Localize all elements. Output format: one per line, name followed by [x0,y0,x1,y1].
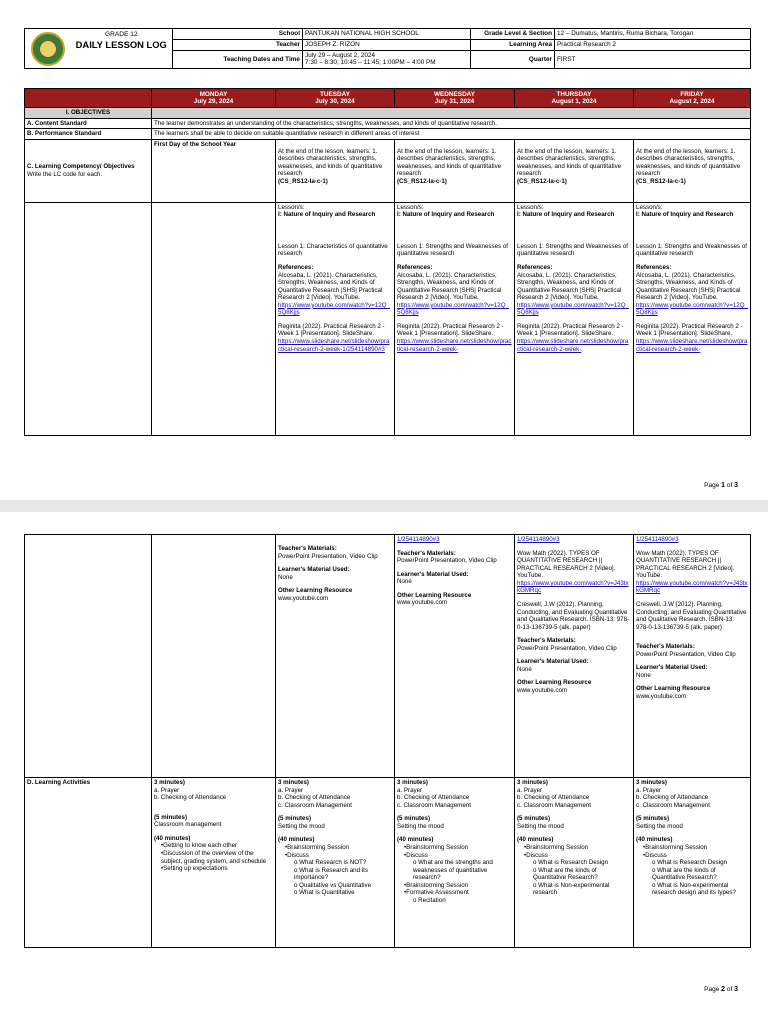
lesson-title: I: Nature of Inquiry and Research [517,211,615,219]
activity-item: a. Prayer [397,786,423,794]
sub-item: o What is Research and its importance? [294,867,392,882]
lc-code: (CS_RS12-Ia-c-1) [517,177,567,185]
page-prefix: Page [704,986,722,993]
other-resource-label: Other Learning Resource [397,591,472,599]
other-resource-label: Other Learning Resource [278,587,353,595]
document-title: DAILY LESSON LOG [75,39,167,51]
teacher-materials: PowerPoint Presentation, Video Clip [636,650,736,658]
list-item: • Brainstorming Session [643,844,748,852]
page-gap [0,500,768,512]
list-item: • Brainstorming Session [285,844,392,852]
teacher-materials-label: Teacher's Materials: [636,643,695,651]
sub-item: o What is Quantitative [294,889,392,897]
sub-list [533,859,631,897]
time-label: (5 minutes) [397,815,431,823]
list-item: • Getting to know each other [161,842,273,850]
learner-materials-label: Learner's Material Used: [636,664,708,672]
lesson-tuesday [276,202,395,435]
day-date: July 30, 2024 [315,98,355,105]
page-current: 1 [721,482,726,489]
competency-sub: Write the LC code for each. [27,170,103,178]
day-name: FRIDAY [680,90,704,98]
content-standard-label: A. Content Standard [25,118,152,129]
page-prefix: Page [704,482,722,489]
day-name: TUESDAY [320,90,350,98]
sub-item: o What are the kinds of Quantitative Research? [533,867,631,882]
list-item: • Brainstorming Session [404,844,512,852]
sub-item: o What is Non-experimental research design and its types? [652,882,748,897]
learner-materials: None [517,665,532,673]
activity-item: c. Classroom Management [278,801,352,809]
activity-item: Setting the mood [278,822,325,830]
other-resource: www.youtube.com [397,599,448,607]
reference-text: Alcosaba, L. (2021). Characteristics, Strengths, Weakness, and Kinds of Quantitative Research |SHS| Practical Research 2 [Video]. YouTube. [636,271,741,302]
teacher-materials-label: Teacher's Materials: [397,549,456,557]
reference-link[interactable]: https://www.youtube.com/watch?v=J43txkGMRqc [517,579,629,595]
activity-item: Classroom management [154,821,222,829]
materials-friday [634,535,751,778]
lesson-name: Lesson 1: Characteristics of quantitative research [278,242,388,258]
page-2 [0,512,768,1024]
other-resource: www.youtube.com [636,693,687,700]
reference-text: Reginita (2022). Practical Research 2 - Week 1 [Presentation]. SlideShare. [397,322,504,338]
day-date: August 2, 2024 [669,98,715,105]
lc-text: At the end of the lesson, learners: 1. describes characteristics, strengths, weaknesses, and kinds of quantitative research [397,147,502,178]
dates-text: July 29 – August 2, 2024 [305,51,375,59]
reference-text: Reginita (2022). Practical Research 2 - Week 1 [Presentation]. SlideShare. [278,322,385,338]
lesson-label: Lesson/s: [397,203,424,211]
sub-list [294,859,392,897]
time-label: (40 minutes) [278,836,315,844]
reference-text: Creswell, J.W (2012). Planning, Conducting, and Evaluating Quantitative and Qualitative Research. ISBN-13: 978-0-13-136739-5 (alk. paper) [636,600,747,631]
reference-link[interactable]: https://www.youtube.com/watch?v=12Q_5Q8Kjjs [397,301,509,317]
activities-friday [634,778,751,948]
time-label: 3 minutes) [636,779,667,786]
activity-list [643,844,748,897]
competency-label: C. Learning Competency/ Objectives [27,163,135,171]
activity-list [161,842,273,872]
learner-materials: None [397,578,412,586]
time-label: (5 minutes) [278,815,312,823]
list-item-text: Discuss [287,851,309,859]
teacher-materials: PowerPoint Presentation, Video Clip [517,644,617,652]
activity-item: b. Checking of Attendance [154,794,227,802]
activity-item: a. Prayer [636,786,662,794]
day-date: July 29, 2024 [193,98,234,105]
teacher-materials-label: Teacher's Materials: [278,545,337,552]
list-item: • Brainstorming Session [524,844,631,852]
reference-link[interactable]: https://www.slideshare.net/slideshow/practical-research-2-week- [517,338,629,353]
lc-code: (CS_RS12-Ia-c-1) [397,177,447,185]
lc-tuesday [276,139,395,202]
page-1 [0,0,768,500]
activity-item: b. Checking of Attendance [636,794,709,802]
reference-link[interactable]: 1/254114890#3 [636,536,679,543]
sub-item: o What are the strengths and weaknesses of quantitative research? [413,859,512,882]
content-standard-text: The learner demonstrates an understanding of the characteristics, strengths, weaknesses, and kinds of quantitative research. [152,118,751,129]
sub-item: o What are the kinds of Quantitative Research? [652,867,748,882]
lesson-wednesday [395,202,515,435]
reference-link[interactable]: https://www.youtube.com/watch?v=J43txkGMRqc [636,579,748,595]
time-label: (5 minutes) [636,815,670,823]
list-item: • Setting up expectations [161,865,273,873]
times-text: 7:30 – 8:30; 10:45 – 11:45; 1:00PM – 4:00 PM [305,59,436,67]
school-value: PANTUKAN NATIONAL HIGH SCHOOL [303,29,471,40]
lesson-name: Lesson 1: Strengths and Weaknesses of quantitative research [397,242,508,258]
grade-level-label: Grade Level & Section [471,29,555,40]
quarter-value: FIRST [555,50,751,69]
references-label: References: [278,263,314,271]
materials-tuesday [276,535,395,778]
teacher-materials: PowerPoint Presentation, Video Clip [397,557,497,565]
teacher-value: JOSEPH Z. RIZON [303,39,471,50]
list-item-text: Discuss [526,851,548,859]
time-label: (5 minutes) [154,813,188,821]
activity-item: Setting the mood [636,822,683,830]
lesson-table-p2 [24,534,751,948]
lc-text: At the end of the lesson, learners: 1. describes characteristics, strengths, weaknesses, and kinds of quantitative research [278,147,383,178]
page-total: 3 [734,986,738,993]
day-date: August 1, 2024 [551,98,597,105]
reference-text: Wow Math (2022). TYPES OF QUANTITATIVE RESEARCH || PRACTICAL RESEARCH 2 [Video]. YouTube. [517,549,616,580]
reference-text: Alcosaba, L. (2021). Characteristics, Strengths, Weakness, and Kinds of Quantitative Research |SHS| Practical Research 2 [Video]. YouTube. [517,271,622,302]
lesson-label: Lesson/s: [278,203,305,211]
activities-tuesday [276,778,395,948]
activity-item: b. Checking of Attendance [278,794,351,802]
dates-label: Teaching Dates and Time [173,50,303,69]
activity-list [524,844,631,897]
lc-code: (CS_RS12-Ia-c-1) [278,177,328,185]
lesson-title: I: Nature of Inquiry and Research [278,211,376,219]
lc-wednesday [395,139,515,202]
sub-item: o Recitation [413,897,512,905]
time-label: (40 minutes) [154,834,191,842]
activities-monday [152,778,276,948]
reference-link[interactable]: https://www.slideshare.net/slideshow/practical-research-2-week- [397,338,512,353]
materials-thursday [515,535,634,778]
lesson-friday [634,202,751,435]
activity-item: c. Classroom Management [636,801,710,809]
lc-text: At the end of the lesson, learners: 1. describes characteristics, strengths, weaknesses, and kinds of quantitative research [636,147,741,178]
references-label: References: [397,263,433,271]
activity-item: c. Classroom Management [397,801,471,809]
page-number [704,482,738,489]
list-item [524,852,631,897]
list-item [643,852,748,897]
activity-item: c. Classroom Management [517,801,591,809]
list-item-text: Formative Assessment [406,889,469,897]
page-of: of [725,482,735,489]
activity-list [404,844,512,905]
day-header-monday [152,89,276,108]
other-resource-label: Other Learning Resource [636,685,711,693]
sub-item: o What Research is NOT? [294,859,392,867]
other-resource-label: Other Learning Resource [517,679,592,687]
sub-item: o What is Research Design [533,859,631,867]
time-label: 3 minutes) [517,779,548,786]
grade-level-value: 12 – Dumatus, Mantiris, Ruma Bichara, Torogan [555,29,751,40]
day-header-friday [634,89,751,108]
competency-label-cell [25,139,152,202]
lesson-table-p1 [24,88,751,436]
performance-standard-text: The learners shall be able to decide on suitable quantitative research in different areas of interest [152,129,751,140]
learner-materials-label: Learner's Material Used: [278,566,350,574]
reference-text: Alcosaba, L. (2021). Characteristics, Strengths, Weakness, and Kinds of Quantitative Research |SHS| Practical Research 2 [Video]. YouTube. [397,271,502,302]
lesson-label: Lesson/s: [517,203,544,211]
time-label: 3 minutes) [397,779,428,786]
teacher-materials-label: Teacher's Materials: [517,637,576,645]
reference-link[interactable]: 1/254114890#3 [397,536,440,543]
lc-thursday [515,139,634,202]
learner-materials: None [278,573,293,581]
day-name: MONDAY [199,90,228,98]
reference-text: Alcosaba, L. (2021). Characteristics, Strengths, Weakness, and Kinds of Quantitative Research |SHS| Practical Research 2 [Video]. YouTube. [278,271,383,302]
list-item [404,889,512,904]
learner-materials-label: Learner's Material Used: [397,570,469,578]
learning-area-label: Learning Area [471,39,555,50]
reference-link[interactable]: https://www.slideshare.net/slideshow/practical-research-2-week-1/254114890#3 [278,338,390,353]
first-day-text: First Day of the School Year [152,139,276,202]
grade-label: GRADE 12 [104,31,138,38]
day-name: THURSDAY [556,90,592,98]
learning-area-value: Practical Research 2 [555,39,751,50]
reference-text: Reginita (2022). Practical Research 2 - Week 1 [Presentation]. SlideShare. [517,322,624,338]
list-item-text: Discuss [406,851,428,859]
header-table [24,28,751,69]
lesson-title: I: Nature of Inquiry and Research [397,211,495,219]
learner-materials-label: Learner's Material Used: [517,658,589,666]
activity-item: Setting the mood [397,822,444,830]
other-resource: www.youtube.com [517,687,568,694]
list-item-text: Discuss [645,851,667,859]
teacher-materials: PowerPoint Presentation, Video Clip [278,552,378,560]
references-label: References: [517,263,553,271]
activities-thursday [515,778,634,948]
sub-list [652,859,748,897]
list-item: • Brainstorming Session [404,882,512,890]
reference-link[interactable]: https://www.youtube.com/watch?v=12Q_5Q8Kjjs [278,301,390,317]
page-current: 2 [721,986,726,993]
sub-list [413,859,512,882]
time-label: (40 minutes) [636,836,673,844]
lesson-title: I: Nature of Inquiry and Research [636,211,734,219]
sub-item: o Qualitative vs Quantitative [294,882,392,890]
page-of: of [725,986,735,993]
reference-link[interactable]: 1/254114890#3 [517,536,560,543]
lc-text: At the end of the lesson, learners: 1. describes characteristics, strengths, weaknesses, and kinds of quantitative research [517,147,622,178]
day-header-wednesday [395,89,515,108]
school-label: School [173,29,303,40]
activity-item: Setting the mood [517,822,564,830]
activity-item: a. Prayer [278,786,304,794]
other-resource: www.youtube.com [278,594,329,602]
reference-link[interactable]: https://www.slideshare.net/slideshow/practical-research-2-week- [636,338,748,353]
school-logo [31,32,65,66]
dates-value [303,50,471,69]
time-label: (40 minutes) [517,836,554,844]
day-date: July 31, 2024 [434,98,475,105]
activity-item: b. Checking of Attendance [517,794,590,802]
time-label: 3 minutes) [154,779,185,786]
reference-link[interactable]: https://www.youtube.com/watch?v=12Q_5Q8Kjjs [517,301,629,317]
lc-code: (CS_RS12-Ia-c-1) [636,177,686,185]
references-label: References: [636,263,672,271]
activity-item: b. Checking of Attendance [397,794,470,802]
learning-activities-label: D. Learning Activities [25,778,152,948]
page-total: 3 [734,482,738,489]
time-label: (5 minutes) [517,815,551,823]
lesson-label: Lesson/s: [636,203,663,211]
list-item [285,852,392,897]
reference-text: Wow Math (2022). TYPES OF QUANTITATIVE RESEARCH || PRACTICAL RESEARCH 2 [Video]. YouTube. [636,549,735,580]
teacher-label: Teacher [173,39,303,50]
learner-materials: None [636,671,651,679]
list-item [404,852,512,882]
objectives-heading: I. OBJECTIVES [25,108,152,119]
quarter-label: Quarter [471,50,555,69]
sub-list [413,897,512,905]
time-label: 3 minutes) [278,779,309,786]
lesson-thursday [515,202,634,435]
activity-item: a. Prayer [517,786,543,794]
materials-wednesday [395,535,515,778]
lesson-name: Lesson 1: Strengths and Weaknesses of quantitative research [517,242,628,258]
activities-wednesday [395,778,515,948]
activity-list [285,844,392,897]
reference-text: Creswell, J.W (2012). Planning, Conducting, and Evaluating Quantitative and Qualitative Research. ISBN-13: 978-0-13-136739-5 (alk. paper) [517,600,630,631]
day-header-thursday [515,89,634,108]
page-number [704,986,738,993]
reference-link[interactable]: https://www.youtube.com/watch?v=12Q_5Q8Kjjs [636,301,748,317]
day-name: WEDNESDAY [434,90,475,98]
activity-item: a. Prayer [154,786,180,794]
lesson-name: Lesson 1: Strengths and Weaknesses of quantitative research [636,242,747,258]
sub-item: o What is Research Design [652,859,748,867]
reference-text: Reginita (2022). Practical Research 2 - Week 1 [Presentation]. SlideShare. [636,322,743,338]
time-label: (40 minutes) [397,836,434,844]
lc-friday [634,139,751,202]
list-item: • Discussion of the overview of the subject, grading system, and schedule [161,850,273,865]
performance-standard-label: B. Performance Standard [25,129,152,140]
day-header-tuesday [276,89,395,108]
sub-item: o What is Non-experimental research [533,882,631,897]
